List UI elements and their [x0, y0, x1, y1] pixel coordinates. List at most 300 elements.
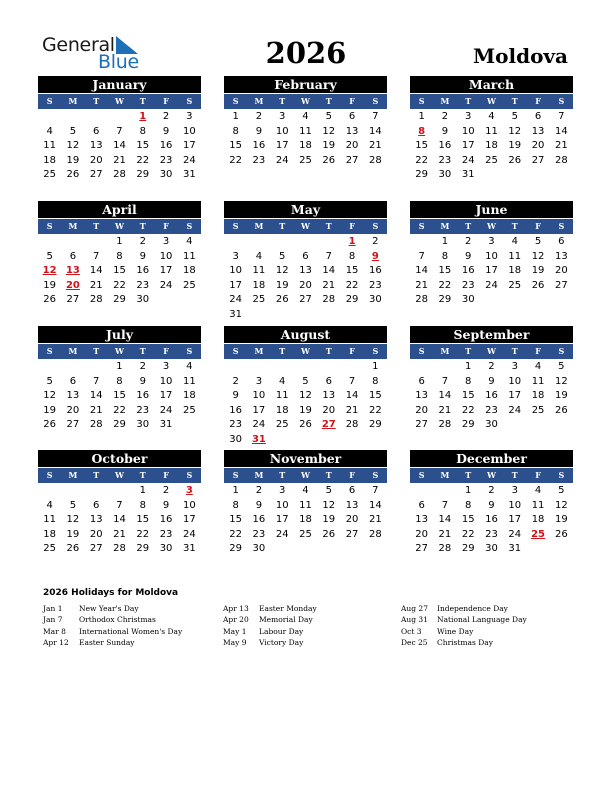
weekday-label: W: [300, 96, 310, 106]
empty-day-cell: [340, 360, 363, 375]
weekday-header: [224, 468, 387, 483]
weekday-label: W: [300, 221, 310, 231]
weekday-label: S: [372, 470, 379, 480]
weekday-label: T: [325, 470, 332, 480]
weekday-label: M: [440, 470, 450, 480]
weekday-label: T: [93, 470, 100, 480]
day-grid: [410, 484, 573, 557]
day-grid: [224, 235, 387, 322]
weekday-label: F: [535, 470, 541, 480]
holiday-day-cell: 27: [321, 419, 336, 430]
day-cell: 27: [554, 279, 568, 291]
day-cell: 30: [159, 543, 173, 554]
weekday-label: W: [486, 221, 496, 231]
day-cell: 30: [438, 169, 452, 180]
month-title: November: [224, 450, 387, 467]
weekday-label: S: [418, 221, 425, 231]
day-cell: 30: [136, 419, 150, 430]
day-cell: 25: [43, 543, 56, 554]
weekday-label: T: [325, 346, 332, 356]
holiday-date: Mar 8: [43, 626, 66, 636]
day-cell: 20: [299, 279, 312, 291]
day-grid: [410, 235, 573, 308]
day-cell: 16: [461, 265, 475, 276]
day-cell: 2: [139, 236, 146, 247]
weekday-label: M: [440, 346, 450, 356]
weekday-label: M: [254, 96, 264, 106]
weekday-label: S: [186, 346, 193, 356]
day-cell: 18: [299, 140, 312, 151]
month-november: [224, 450, 387, 557]
day-cell: 4: [511, 236, 518, 247]
day-cell: 7: [325, 250, 332, 262]
day-cell: 20: [415, 528, 428, 540]
day-cell: 25: [531, 404, 545, 416]
day-cell: 11: [508, 250, 522, 262]
holiday-date: Apr 20: [223, 615, 249, 625]
holiday-date: Jan 7: [43, 615, 63, 625]
month-october: [38, 450, 201, 557]
day-cell: 24: [182, 528, 196, 540]
day-cell: 30: [368, 294, 382, 305]
day-cell: 2: [232, 375, 239, 387]
weekday-label: W: [114, 96, 124, 106]
holiday-entry: [223, 603, 317, 614]
day-cell: 21: [438, 404, 452, 416]
day-cell: 23: [438, 154, 452, 166]
day-cell: 24: [159, 279, 173, 291]
day-cell: 5: [325, 111, 332, 122]
day-cell: 16: [136, 390, 150, 401]
day-cell: 13: [531, 125, 545, 137]
day-cell: 14: [438, 390, 452, 401]
day-cell: 8: [139, 499, 146, 511]
day-cell: 24: [508, 404, 522, 416]
day-cell: 9: [465, 250, 472, 262]
day-cell: 17: [275, 140, 289, 151]
day-cell: 13: [345, 499, 359, 511]
day-cell: 2: [255, 111, 263, 122]
day-cell: 27: [531, 154, 545, 166]
day-grid: [410, 110, 573, 183]
day-cell: 10: [508, 499, 522, 511]
day-cell: 3: [511, 361, 518, 372]
day-cell: 12: [275, 265, 289, 276]
day-cell: 14: [554, 125, 568, 137]
day-cell: 2: [488, 485, 495, 496]
day-cell: 17: [159, 390, 173, 401]
day-cell: 25: [182, 279, 196, 291]
month-title: January: [38, 76, 201, 93]
day-cell: 6: [348, 111, 356, 122]
day-cell: 28: [368, 528, 382, 540]
day-cell: 15: [461, 514, 475, 525]
day-cell: 13: [66, 390, 80, 401]
day-cell: 5: [511, 111, 518, 122]
day-cell: 24: [485, 279, 498, 291]
weekday-label: T: [325, 96, 332, 106]
weekday-label: S: [186, 221, 193, 231]
day-cell: 7: [441, 375, 449, 387]
holiday-date: May 9: [223, 637, 247, 647]
empty-day-cell: [247, 360, 270, 375]
holiday-entry: [43, 614, 182, 625]
day-cell: 6: [418, 499, 425, 511]
day-cell: 12: [554, 499, 568, 511]
holidays-title: 2026 Holidays for Moldova: [43, 588, 179, 598]
day-cell: 2: [488, 361, 495, 372]
day-cell: 21: [554, 140, 568, 151]
month-title: March: [410, 76, 573, 93]
day-cell: 29: [229, 543, 242, 554]
day-cell: 2: [372, 236, 379, 247]
day-cell: 6: [325, 375, 332, 387]
day-cell: 13: [299, 265, 312, 276]
weekday-header: [38, 344, 201, 359]
holiday-date: Apr 13: [223, 604, 249, 613]
weekday-label: T: [279, 470, 286, 480]
day-cell: 23: [461, 279, 475, 291]
weekday-header: [38, 468, 201, 483]
day-cell: 29: [415, 169, 428, 180]
day-cell: 11: [485, 125, 498, 137]
day-cell: 14: [368, 125, 382, 137]
day-cell: 18: [299, 514, 312, 525]
day-cell: 22: [461, 404, 475, 416]
empty-day-cell: [108, 484, 131, 499]
day-cell: 2: [139, 361, 146, 372]
weekday-label: S: [232, 96, 239, 106]
weekday-label: T: [465, 221, 472, 231]
day-cell: 23: [485, 404, 498, 416]
weekday-label: W: [486, 470, 496, 480]
day-cell: 6: [534, 111, 542, 122]
day-cell: 15: [229, 514, 242, 525]
day-cell: 1: [116, 361, 123, 372]
holiday-entry: [43, 603, 182, 614]
day-cell: 9: [255, 499, 263, 511]
day-cell: 16: [136, 265, 150, 276]
day-cell: 10: [508, 375, 522, 387]
day-cell: 16: [159, 514, 173, 525]
day-cell: 22: [368, 404, 382, 416]
weekday-label: T: [465, 96, 472, 106]
weekday-label: F: [163, 346, 169, 356]
day-cell: 22: [136, 154, 150, 166]
weekday-label: S: [372, 346, 379, 356]
day-cell: 18: [252, 279, 266, 291]
day-cell: 24: [159, 404, 173, 416]
holiday-date: Apr 12: [43, 637, 69, 647]
holiday-name: Labour Day: [259, 626, 304, 636]
month-title: December: [410, 450, 573, 467]
holidays-column: [401, 603, 527, 648]
month-august: [224, 326, 387, 447]
weekday-label: S: [46, 221, 53, 231]
day-cell: 5: [69, 125, 77, 137]
empty-day-cell: [410, 484, 433, 499]
day-cell: 23: [229, 419, 242, 430]
day-cell: 13: [345, 125, 359, 137]
day-cell: 3: [162, 236, 170, 247]
day-cell: 24: [275, 154, 289, 166]
day-cell: 25: [182, 404, 196, 416]
day-cell: 25: [43, 169, 56, 180]
day-cell: 18: [275, 404, 289, 416]
weekday-label: F: [349, 470, 355, 480]
weekday-label: T: [93, 221, 100, 231]
day-cell: 5: [558, 361, 565, 372]
day-cell: 18: [182, 265, 196, 276]
day-cell: 12: [554, 375, 568, 387]
holiday-entry: [223, 614, 317, 625]
day-cell: 9: [139, 375, 146, 387]
day-cell: 22: [113, 404, 126, 416]
day-cell: 20: [322, 404, 336, 416]
day-cell: 22: [438, 279, 452, 291]
empty-day-cell: [61, 360, 84, 375]
month-september: [410, 326, 573, 433]
day-cell: 7: [441, 499, 449, 511]
weekday-label: F: [163, 221, 169, 231]
day-cell: 13: [415, 390, 428, 401]
empty-day-cell: [433, 484, 456, 499]
day-cell: 26: [66, 543, 80, 554]
weekday-header: [38, 94, 201, 109]
day-cell: 6: [348, 485, 356, 496]
weekday-label: S: [418, 470, 425, 480]
weekday-label: T: [465, 470, 472, 480]
day-cell: 8: [232, 125, 239, 137]
weekday-label: W: [114, 346, 124, 356]
empty-day-cell: [108, 110, 131, 125]
day-cell: 8: [116, 375, 123, 387]
day-cell: 13: [322, 390, 336, 401]
day-cell: 22: [461, 528, 475, 540]
day-cell: 10: [159, 375, 173, 387]
day-cell: 30: [485, 543, 498, 554]
day-cell: 11: [531, 499, 545, 511]
day-cell: 18: [508, 265, 522, 276]
weekday-label: S: [232, 470, 239, 480]
day-cell: 2: [255, 485, 263, 496]
day-cell: 21: [89, 279, 103, 291]
day-cell: 22: [415, 154, 428, 166]
day-cell: 31: [229, 308, 242, 320]
day-cell: 31: [461, 169, 475, 180]
day-cell: 24: [461, 154, 475, 166]
day-cell: 1: [232, 485, 239, 496]
day-cell: 4: [46, 125, 53, 137]
day-cell: 18: [485, 140, 498, 151]
holiday-date: Aug 31: [401, 615, 428, 625]
weekday-header: [224, 94, 387, 109]
day-cell: 26: [66, 169, 80, 180]
day-cell: 11: [43, 140, 56, 151]
day-cell: 27: [89, 169, 103, 180]
weekday-label: T: [325, 221, 332, 231]
day-cell: 22: [345, 279, 359, 291]
empty-day-cell: [247, 235, 270, 250]
day-cell: 28: [438, 419, 452, 430]
day-cell: 20: [531, 140, 545, 151]
day-cell: 1: [465, 361, 472, 372]
day-cell: 4: [302, 111, 309, 122]
day-cell: 9: [488, 375, 495, 387]
day-cell: 10: [252, 390, 266, 401]
month-title: April: [38, 201, 201, 218]
weekday-label: F: [535, 96, 541, 106]
day-cell: 6: [69, 375, 77, 387]
day-cell: 10: [461, 125, 475, 137]
holiday-name: International Women's Day: [79, 626, 183, 636]
day-cell: 20: [415, 404, 428, 416]
holiday-date: Jan 1: [43, 604, 63, 613]
holiday-name: Orthodox Christmas: [79, 615, 156, 625]
day-cell: 7: [558, 111, 565, 122]
weekday-header: [410, 468, 573, 483]
day-grid: [38, 360, 201, 433]
weekday-label: T: [279, 346, 286, 356]
day-cell: 6: [93, 125, 100, 137]
holiday-day-cell: 9: [371, 250, 379, 262]
day-grid: [224, 360, 387, 447]
day-cell: 4: [255, 250, 263, 262]
day-cell: 22: [113, 279, 126, 291]
day-cell: 17: [159, 265, 173, 276]
day-cell: 17: [508, 514, 522, 525]
day-cell: 13: [89, 514, 103, 525]
day-cell: 19: [275, 279, 289, 291]
day-cell: 24: [229, 294, 242, 305]
holiday-day-cell: 12: [42, 265, 57, 276]
weekday-label: W: [486, 96, 496, 106]
day-cell: 4: [186, 236, 193, 247]
day-cell: 2: [162, 111, 170, 122]
day-cell: 16: [438, 140, 452, 151]
day-cell: 28: [368, 154, 382, 166]
weekday-label: S: [232, 221, 239, 231]
day-cell: 12: [43, 390, 56, 401]
day-cell: 4: [534, 485, 542, 496]
day-cell: 26: [508, 154, 522, 166]
weekday-label: W: [300, 346, 310, 356]
day-cell: 3: [162, 361, 170, 372]
day-cell: 20: [89, 528, 103, 540]
weekday-label: W: [114, 470, 124, 480]
weekday-label: S: [46, 470, 53, 480]
day-cell: 3: [232, 250, 239, 262]
day-cell: 19: [299, 404, 312, 416]
day-cell: 12: [322, 125, 336, 137]
day-cell: 19: [43, 404, 56, 416]
day-cell: 11: [299, 125, 312, 137]
holiday-name: New Year's Day: [79, 604, 139, 613]
day-cell: 27: [299, 294, 312, 305]
day-cell: 27: [66, 294, 80, 305]
empty-day-cell: [224, 235, 247, 250]
day-cell: 13: [554, 250, 568, 262]
holiday-date: Oct 3: [401, 626, 422, 636]
day-cell: 27: [415, 543, 428, 554]
day-cell: 9: [139, 250, 146, 262]
weekday-label: M: [254, 346, 264, 356]
day-cell: 25: [299, 528, 312, 540]
day-cell: 8: [116, 250, 123, 262]
day-cell: 31: [182, 543, 196, 554]
weekday-label: S: [558, 470, 565, 480]
day-cell: 15: [136, 514, 150, 525]
logo-text-general: General: [42, 34, 115, 56]
day-cell: 19: [508, 140, 522, 151]
day-cell: 21: [368, 140, 382, 151]
day-cell: 7: [93, 250, 100, 262]
day-cell: 28: [415, 294, 428, 305]
day-cell: 8: [348, 250, 356, 262]
holidays-column: [43, 603, 182, 648]
day-cell: 27: [345, 528, 359, 540]
weekday-label: M: [68, 346, 78, 356]
empty-day-cell: [410, 235, 433, 250]
day-cell: 9: [162, 125, 170, 137]
holiday-day-cell: 13: [65, 265, 80, 276]
day-cell: 8: [372, 375, 379, 387]
holiday-day-cell: 1: [348, 236, 356, 247]
weekday-label: T: [279, 96, 286, 106]
day-cell: 5: [279, 250, 286, 262]
empty-day-cell: [410, 360, 433, 375]
day-cell: 11: [299, 499, 312, 511]
weekday-label: F: [163, 470, 169, 480]
day-cell: 23: [136, 279, 150, 291]
weekday-label: T: [511, 470, 518, 480]
day-cell: 22: [229, 528, 242, 540]
day-cell: 1: [116, 236, 123, 247]
weekday-label: S: [418, 96, 425, 106]
day-cell: 8: [465, 375, 472, 387]
weekday-label: W: [114, 221, 124, 231]
day-cell: 17: [182, 140, 196, 151]
day-cell: 6: [302, 250, 309, 262]
empty-day-cell: [61, 110, 84, 125]
month-title: February: [224, 76, 387, 93]
day-cell: 15: [368, 390, 382, 401]
day-cell: 7: [116, 125, 123, 137]
day-cell: 28: [113, 543, 126, 554]
day-cell: 19: [554, 514, 568, 525]
day-cell: 22: [136, 528, 150, 540]
holiday-name: Easter Monday: [259, 604, 317, 613]
day-cell: 10: [485, 250, 498, 262]
day-cell: 12: [322, 499, 336, 511]
weekday-label: S: [186, 470, 193, 480]
day-cell: 25: [508, 279, 522, 291]
day-cell: 31: [182, 169, 196, 180]
day-cell: 30: [136, 294, 150, 305]
holiday-day-cell: 20: [65, 279, 80, 291]
day-cell: 27: [415, 419, 428, 430]
day-cell: 27: [66, 419, 80, 430]
day-cell: 8: [139, 125, 146, 137]
holiday-entry: [401, 626, 527, 637]
day-cell: 5: [302, 375, 309, 387]
weekday-header: [410, 219, 573, 234]
day-cell: 12: [299, 390, 312, 401]
weekday-label: W: [300, 470, 310, 480]
day-cell: 29: [461, 419, 475, 430]
day-cell: 21: [89, 404, 103, 416]
day-cell: 1: [372, 361, 379, 372]
